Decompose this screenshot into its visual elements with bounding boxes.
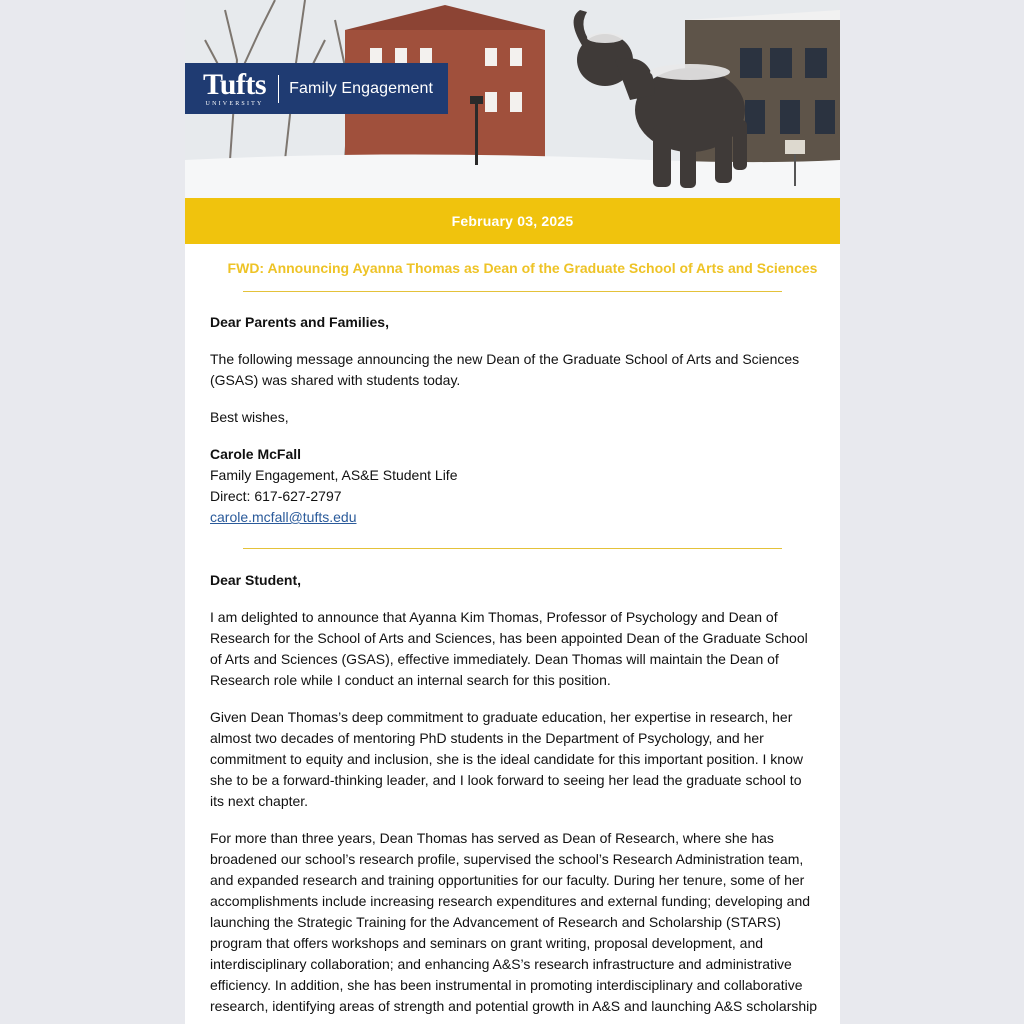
email-body (185, 312, 840, 528)
signature-name: Carole McFall (210, 446, 302, 462)
email-subject: FWD: Announcing Ayanna Thomas as Dean of the Graduate School of Arts and Sciences (227, 260, 818, 276)
signature-email-link[interactable]: carole.mcfall@tufts.edu (210, 509, 357, 525)
tufts-wordmark (203, 70, 266, 107)
forwarded-paragraph: For more than three years, Dean Thomas has served as Dean of Research, where she has broadened our school’s research profile, supervised the school’s Research Administration team, and expanded research and training opportunities for our faculty. During her tenure, some of her accomplishments include increasing research expenditures and external funding; developing and launching the Strategic Training for the Advancement of Research and Scholarship (STARS) program that offers workshops and seminars on grant writing, proposal development, and interdisciplinary collaboration; and enhancing A&S’s research infrastructure and administrative efficiency. In addition, she has been instrumental in promoting interdisciplinary and collaborative research, identifying areas of strength and potential growth in A&S and launching A&S scholarship (210, 830, 818, 1014)
divider-top (243, 291, 782, 292)
forwarded-paragraph: I am delighted to announce that Ayanna Kim Thomas, Professor of Psychology and Dean of Research for the School of Arts and Sciences, has been appointed Dean of the Graduate School of Arts and Sciences (GSAS), effective immediately. Dean Thomas will maintain the Dean of Research role while I conduct an internal search for this position. (210, 609, 808, 688)
brand-name: Tufts (203, 68, 267, 101)
intro-closing: Best wishes, (210, 409, 289, 425)
hero-banner (185, 0, 840, 198)
email-container (185, 0, 840, 1024)
tufts-logo-banner[interactable] (185, 63, 448, 114)
program-name: Family Engagement (289, 79, 434, 97)
forwarded-greeting: Dear Student, (210, 572, 302, 588)
brand-subtitle: UNIVERSITY (205, 101, 264, 107)
intro-message: The following message announcing the new Dean of the Graduate School of Arts and Sciences (GSAS) was shared with students today. (210, 351, 800, 388)
signature-phone: Direct: 617-627-2797 (210, 488, 342, 504)
forwarded-paragraph: Given Dean Thomas’s deep commitment to graduate education, her expertise in research, her almost two decades of mentoring PhD students in the Department of Psychology, and her commitment to equity and inclusion, she is the ideal candidate for this important position. I know she to be a forward-thinking leader, and I look forward to seeing her lead the graduate school to its next chapter. (210, 709, 803, 809)
intro-greeting: Dear Parents and Families, (210, 314, 389, 330)
forwarded-message (185, 570, 840, 1017)
logo-divider (278, 75, 279, 103)
email-date: February 03, 2025 (451, 213, 574, 229)
signature-title: Family Engagement, AS&E Student Life (210, 467, 458, 483)
date-bar (185, 198, 840, 244)
divider-forward (243, 548, 782, 549)
signature-block (210, 444, 818, 528)
